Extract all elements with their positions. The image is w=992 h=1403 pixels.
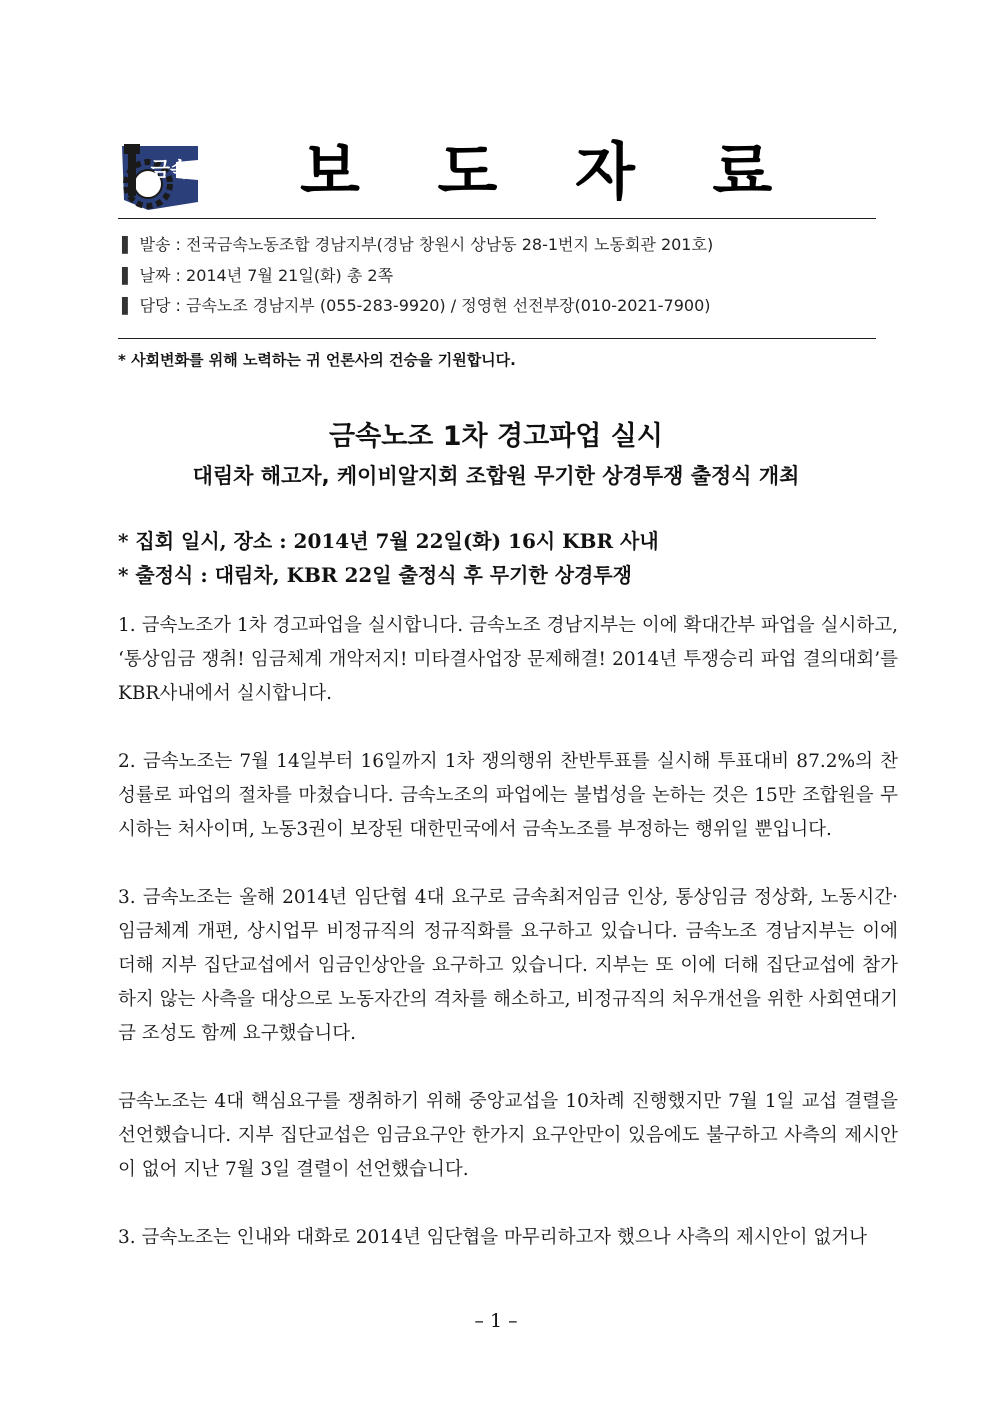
headline-sub: 대림차 해고자, 케이비알지회 조합원 무기한 상경투쟁 출정식 개최 [192,464,800,488]
info-bullet: ▌ [122,267,134,285]
logo-text: 금속 [150,157,190,181]
info-contact [122,295,882,317]
info-bullet: ▌ [122,236,134,254]
rally-schedule: * 집회 일시, 장소 : 2014년 7월 22일(화) 16시 KBR 사내 [118,529,659,553]
body-paragraph-5: 3. 금속노조는 인내와 대화로 2014년 임단협을 마무리하고자 했으나 사측의 제시안이 없거나 [118,1227,868,1248]
body-paragraph-3: 3. 금속노조는 올해 2014년 임단협 4대 요구로 금속최저임금 인상, 통상임금 정상화, 노동시간·임금체계 개편, 상시업무 비정규직의 정규직화를 요구하고 있습니다. 금속노조 경남지부는 이에 더해 지부 집단교섭에서 임금인상안을 요구하고 있습니다. 지부는 또 이에 더해 집단교섭에 참가하지 않는 사측을 대상으로 노동자간의 격차를 해소하고, 비정규직의 처우개선을 위한 사회연대기금 조성도 함께 요구했습니다. [118,887,898,1044]
info-date-text: 날짜 : 2014년 7월 21일(화) 총 2쪽 [139,266,394,285]
document-title: 보 도 자 료 [300,135,801,208]
body-paragraph-1: 1. 금속노조가 1차 경고파업을 실시합니다. 금속노조 경남지부는 이에 확대간부 파업을 실시하고, ‘통상임금 쟁취! 임금체계 개악저지! 미타결사업장 문제해결! 2014년 투쟁승리 파업 결의대회’를 KBR사내에서 실시합니다. [118,615,898,704]
info-bullet: ▌ [122,297,134,315]
headline-main: 금속노조 1차 경고파업 실시 [329,421,663,452]
page-number: – 1 – [474,1310,518,1332]
info-sender [122,234,882,256]
info-date [122,265,882,287]
header-divider-top [118,218,876,219]
union-logo-icon [118,140,202,214]
body-paragraph-4: 금속노조는 4대 핵심요구를 쟁취하기 위해 중앙교섭을 10차례 진행했지만 7월 1일 교섭 결렬을 선언했습니다. 지부 집단교섭은 임금요구안 한가지 요구안만이 있음에도 불구하고 사측의 제시안이 없어 지난 7월 3일 결렬이 선언했습니다. [118,1091,898,1180]
body-paragraph-2: 2. 금속노조는 7월 14일부터 16일까지 1차 쟁의행위 찬반투표를 실시해 투표대비 87.2%의 찬성률로 파업의 절차를 마쳤습니다. 금속노조의 파업에는 불법성을 논하는 것은 15만 조합원을 무시하는 처사이며, 노동3권이 보장된 대한민국에서 금속노조를 부정하는 행위일 뿐입니다. [118,751,898,840]
info-sender-text: 발송 : 전국금속노동조합 경남지부(경남 창원시 상남동 28-1번지 노동회관 201호) [139,235,714,254]
rally-ceremony: * 출정식 : 대림차, KBR 22일 출정식 후 무기한 상경투쟁 [118,563,632,587]
info-contact-text: 담당 : 금속노조 경남지부 (055-283-9920) / 정영현 선전부장(010-2021-7900) [139,296,711,315]
header-divider-bottom [118,338,876,339]
greeting-note: * 사회변화를 위해 노력하는 귀 언론사의 건승을 기원합니다. [118,351,516,369]
